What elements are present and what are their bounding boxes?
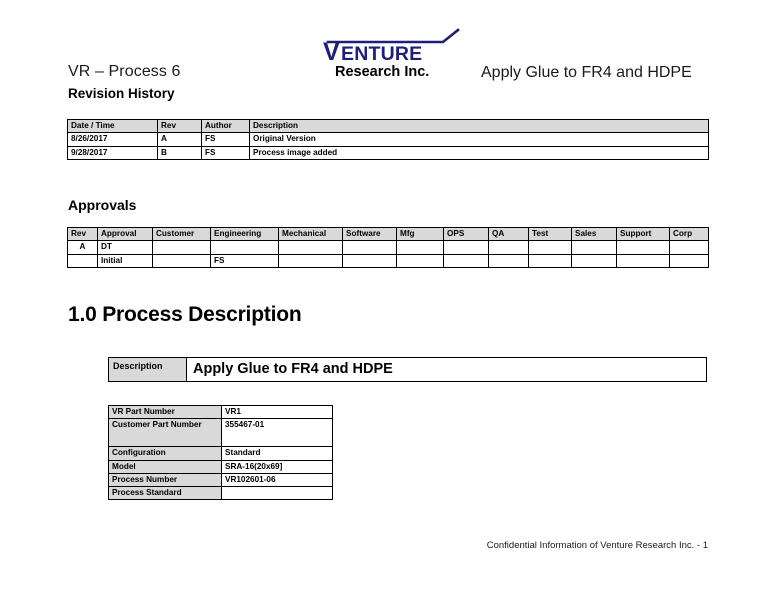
cell-software: [343, 254, 397, 267]
table-header-row: [68, 120, 709, 133]
cell-support: [617, 241, 670, 254]
column-header-ops: OPS: [444, 228, 489, 241]
cell-value-process-number: VR102601-06: [222, 473, 333, 486]
cell-value-model: SRA-16(20x69]: [222, 460, 333, 473]
cell-corp: [670, 254, 709, 267]
cell-test: [529, 254, 572, 267]
table-row: [109, 473, 333, 486]
document-title-right: Apply Glue to FR4 and HDPE: [481, 64, 692, 81]
svg-text:ENTURE: ENTURE: [341, 43, 423, 65]
cell-label-model: Model: [109, 460, 222, 473]
cell-description: Process image added: [250, 146, 709, 159]
table-row: [109, 358, 707, 382]
cell-date-time: 9/28/2017: [68, 146, 158, 159]
cell-description-label: Description: [109, 358, 187, 382]
column-header-support: Support: [617, 228, 670, 241]
document-header: [0, 24, 776, 104]
column-header-date-time: Date / Time: [68, 120, 158, 133]
column-header-description: Description: [250, 120, 709, 133]
section-heading-process-description: 1.0 Process Description: [68, 303, 302, 326]
cell-label-process-standard: Process Standard: [109, 487, 222, 500]
document-title-left: VR – Process 6: [68, 63, 181, 80]
column-header-test: Test: [529, 228, 572, 241]
cell-qa: [489, 254, 529, 267]
column-header-rev: Rev: [68, 228, 98, 241]
cell-corp: [670, 241, 709, 254]
cell-rev: A: [158, 133, 202, 146]
cell-label-configuration: Configuration: [109, 447, 222, 460]
column-header-approval: Approval: [98, 228, 153, 241]
cell-approval: DT: [98, 241, 153, 254]
cell-author: FS: [202, 133, 250, 146]
column-header-mechanical: Mechanical: [279, 228, 343, 241]
table-row: [109, 419, 333, 447]
cell-qa: [489, 241, 529, 254]
cell-ops: [444, 241, 489, 254]
cell-value-configuration: Standard: [222, 447, 333, 460]
column-header-software: Software: [343, 228, 397, 241]
cell-engineering: FS: [211, 254, 279, 267]
description-table: [108, 357, 707, 382]
cell-sales: [572, 241, 617, 254]
table-row: [68, 254, 709, 267]
cell-mechanical: [279, 254, 343, 267]
table-header-row: [68, 228, 709, 241]
cell-rev: A: [68, 241, 98, 254]
cell-description-value: Apply Glue to FR4 and HDPE: [187, 358, 707, 382]
cell-engineering: [211, 241, 279, 254]
cell-date-time: 8/26/2017: [68, 133, 158, 146]
cell-value-vr-part-number: VR1: [222, 406, 333, 419]
cell-support: [617, 254, 670, 267]
table-row: [109, 487, 333, 500]
venture-research-logo: [312, 28, 472, 80]
cell-value-customer-part-number: 355467-01: [222, 419, 333, 447]
cell-software: [343, 241, 397, 254]
cell-label-vr-part-number: VR Part Number: [109, 406, 222, 419]
column-header-sales: Sales: [572, 228, 617, 241]
column-header-customer: Customer: [153, 228, 211, 241]
cell-label-customer-part-number: Customer Part Number: [109, 419, 222, 447]
column-header-rev: Rev: [158, 120, 202, 133]
part-info-table: [108, 405, 333, 500]
column-header-author: Author: [202, 120, 250, 133]
approvals-heading: Approvals: [68, 197, 137, 213]
table-row: [109, 460, 333, 473]
cell-value-process-standard: [222, 487, 333, 500]
table-row: [68, 241, 709, 254]
cell-description: Original Version: [250, 133, 709, 146]
cell-approval: Initial: [98, 254, 153, 267]
column-header-corp: Corp: [670, 228, 709, 241]
document-footer: Confidential Information of Venture Research Inc. - 1: [486, 540, 708, 551]
cell-customer: [153, 241, 211, 254]
table-row: [68, 146, 709, 159]
cell-rev: B: [158, 146, 202, 159]
svg-text:Research Inc.: Research Inc.: [335, 64, 430, 80]
cell-author: FS: [202, 146, 250, 159]
column-header-qa: QA: [489, 228, 529, 241]
approvals-table: [67, 227, 709, 268]
cell-label-process-number: Process Number: [109, 473, 222, 486]
table-row: [68, 133, 709, 146]
cell-mechanical: [279, 241, 343, 254]
cell-mfg: [397, 254, 444, 267]
cell-mfg: [397, 241, 444, 254]
table-row: [109, 406, 333, 419]
cell-rev: [68, 254, 98, 267]
svg-text:V: V: [323, 38, 340, 66]
column-header-engineering: Engineering: [211, 228, 279, 241]
table-row: [109, 447, 333, 460]
cell-customer: [153, 254, 211, 267]
logo-icon: [312, 28, 472, 80]
revision-history-table: [67, 119, 709, 160]
column-header-mfg: Mfg: [397, 228, 444, 241]
cell-sales: [572, 254, 617, 267]
document-subtitle-revision-history: Revision History: [68, 86, 175, 101]
cell-ops: [444, 254, 489, 267]
cell-test: [529, 241, 572, 254]
